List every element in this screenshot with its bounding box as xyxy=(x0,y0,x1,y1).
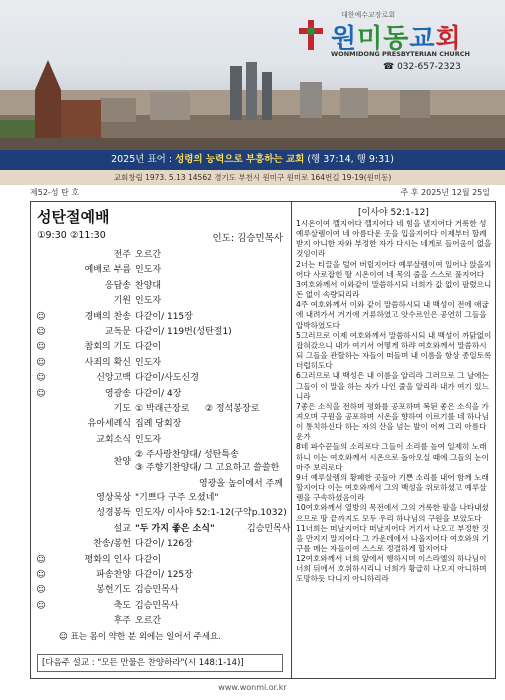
denomination-label: 대한예수교장로회 xyxy=(341,11,396,19)
sermon-item: 설교 "두 가지 좋은 소식" 김승민목사 xyxy=(113,523,291,534)
header-photo xyxy=(0,0,505,150)
choir-item-continued: 영광을 높이에서 주께 xyxy=(199,479,283,490)
list-item: 응답송 찬양대 xyxy=(104,280,162,291)
verse: 2너는 티끌을 털어 버릴지어다 예루살렘이여 일어나 앉을지어다 사로잡힌 딸 시온이여 네 목의 줄을 스스로 풀지어다 xyxy=(296,259,492,279)
motto-text: 성령의 능력으로 부흥하는 교회 xyxy=(175,154,305,165)
order-list xyxy=(35,248,289,645)
list-item: 예배로 부름 인도자 xyxy=(84,265,162,276)
list-item: ☺ 교독문 다같이/ 119번(성탄절1) xyxy=(36,326,232,337)
verse: 9너 예루살렘의 황폐한 곳들아 기쁜 소리를 내어 함께 노래할지어다 이는 여호와께서 그의 백성을 위로하셨고 예루살렘을 구속하셨음이라 xyxy=(296,472,489,503)
list-item: ☺ 축도 김승민목사 xyxy=(36,600,179,611)
cross-icon xyxy=(295,18,327,52)
verse: 3여호와께서 이와같이 말씀하시되 너희가 값 없이 팔렸으니 돈 없이 속량되리라 xyxy=(296,279,492,300)
issue-date: 주 후 2025년 12월 25일 xyxy=(400,188,490,197)
verse: 6그러므로 내 백성은 내 이름을 알리라 그러므로 그 날에는 그들이 이 말을 하는 자가 나인 줄을 알리라 내가 여기 있느니라 xyxy=(296,371,489,401)
list-item: 기원 인도자 xyxy=(113,296,162,307)
list-item: ☺ 경배의 찬송 다같이/ 115장 xyxy=(36,311,193,322)
list-item: 유아세례식 집례 당회장 xyxy=(87,419,182,430)
church-name: 원미동교회 xyxy=(331,24,462,54)
standing-note: ☺ 표는 몸이 약한 분 외에는 일어서 주세요. xyxy=(59,631,221,642)
list-item: 기도 ① 박래근장로 ② 정석봉장로 xyxy=(113,403,260,414)
service-leader: 인도: 김승민목사 xyxy=(212,233,283,244)
list-item: ☺ 신앙고백 다같이/사도신경 xyxy=(36,373,199,384)
list-item: 영상묵상 "기쁘다 구주 오셨네" xyxy=(96,493,219,504)
bulletin-body xyxy=(30,201,496,679)
list-item: ☺ 봉헌기도 김승민목사 xyxy=(36,585,179,596)
choir-item: 찬양 ② 주사랑찬양대/ 성탄특송 ③ 주향기찬양대/ 그 고요하고 쓸쓸한 xyxy=(113,450,280,474)
service-title: 성탄절예배 xyxy=(37,208,110,226)
order-of-worship xyxy=(31,202,292,678)
list-item: 후주 오르간 xyxy=(113,616,162,627)
list-item: 전주 오르간 xyxy=(113,250,162,260)
church-address: 교회창립 1973. 5.13 14562 경기도 부천시 원미구 원미로 164번길 19-19(원미동) xyxy=(0,170,505,185)
list-item: ☺ 참회의 기도 다같이 xyxy=(36,342,162,353)
list-item: ☺ 사죄의 확신 인도자 xyxy=(36,357,162,368)
church-name-english: WONMIDONG PRESBYTERIAN CHURCH xyxy=(331,50,470,58)
list-item: ☺ 파송찬양 다같이/ 125장 xyxy=(36,570,193,581)
verse: 11너희는 떠날지어다 떠날지어다 거기서 나오고 부정한 것을 만지지 말지어다 그 가운데에서 나올지어다 여호와의 기구를 메는 자들이여 스스로 정결하게 할지어다 xyxy=(296,523,489,553)
verse: 4주 여호와께서 이와 같이 말씀하시되 내 백성이 전에 애굽에 내려가서 거기에 거류하였고 앗수르인은 공연히 그들을 압박하였도다 xyxy=(296,300,489,330)
verse: 5그러므로 이제 여호와께서 말씀하시되 내 백성이 까닭없이 잡혀갔으니 내가 여기서 어떻게 하랴 여호와께서 말씀하시되 그들을 관할하는 자들이 떠들며 내 이름을 항상 종일토록 더럽히도다 xyxy=(296,330,492,371)
verse: 12여호와께서 너희 앞에서 행하시며 이스라엘의 하나님이 너희 뒤에서 호위하시리니 너희가 황급히 나오지 아니하며 도망하듯 다니지 아니하리라 xyxy=(296,554,487,584)
church-phone: ☎ 032-657-2323 xyxy=(383,62,461,72)
list-item: 찬송/봉헌 다같이/ 126장 xyxy=(93,539,193,550)
scripture-text xyxy=(296,219,492,585)
list-item: ☺ 평화의 인사 다같이 xyxy=(36,554,162,565)
issue-bar xyxy=(30,187,490,200)
scripture-reference: [이사야 52:1-12] xyxy=(358,208,429,218)
motto-banner: 2025년 표어 : 성령의 능력으로 부흥하는 교회 (행 37:14, 행 9:31) xyxy=(0,150,505,170)
list-item: 교회소식 인도자 xyxy=(96,434,162,445)
motto-ref: (행 37:14, 행 9:31) xyxy=(307,154,394,165)
service-times: ①9:30 ②11:30 xyxy=(37,230,106,241)
list-item: 성경봉독 인도자/ 이사야 52:1-12(구약p.1032) xyxy=(96,508,287,519)
scripture-reading xyxy=(292,202,495,678)
verse: 1시온이여 깰지어다 깰지어다 네 힘을 낼지어다 거룩한 성 예루살렘이여 네 아름다운 옷을 입을지어다 이제부터 할례 받지 아니한 자와 부정한 자가 다시는 네게로 들어옴이 없을 것임이라 xyxy=(296,219,492,259)
next-week-sermon: [다음주 설교 : "모든 만물은 찬양하라"(시 148:1-14)] xyxy=(37,654,283,672)
issue-number: 제52-성 탄 호 xyxy=(30,188,80,197)
verse: 8네 파수꾼들의 소리로다 그들이 소리를 높여 일제히 노래하니 이는 여호와께서 시온으로 돌아오실 때에 그들의 눈이 마주 보리로다 xyxy=(296,442,489,472)
verse: 7좋은 소식을 전하며 평화를 공포하며 복된 좋은 소식을 가져오며 구원을 공포하며 시온을 향하여 이르기를 네 하나님이 통치하신다 하는 자의 산을 넘는 발이 어찌 그리 아름다운가 xyxy=(296,401,489,442)
verse: 10여호와께서 열방의 목전에서 그의 거룩한 팔을 나타내셨으므로 땅 끝까지도 모두 우리 하나님의 구원을 보았도다 xyxy=(296,503,489,523)
church-logo xyxy=(291,10,491,80)
website-link[interactable]: www.wonmi.or.kr xyxy=(218,683,287,692)
list-item: ☺ 영광송 다같이/ 4장 xyxy=(36,388,182,399)
